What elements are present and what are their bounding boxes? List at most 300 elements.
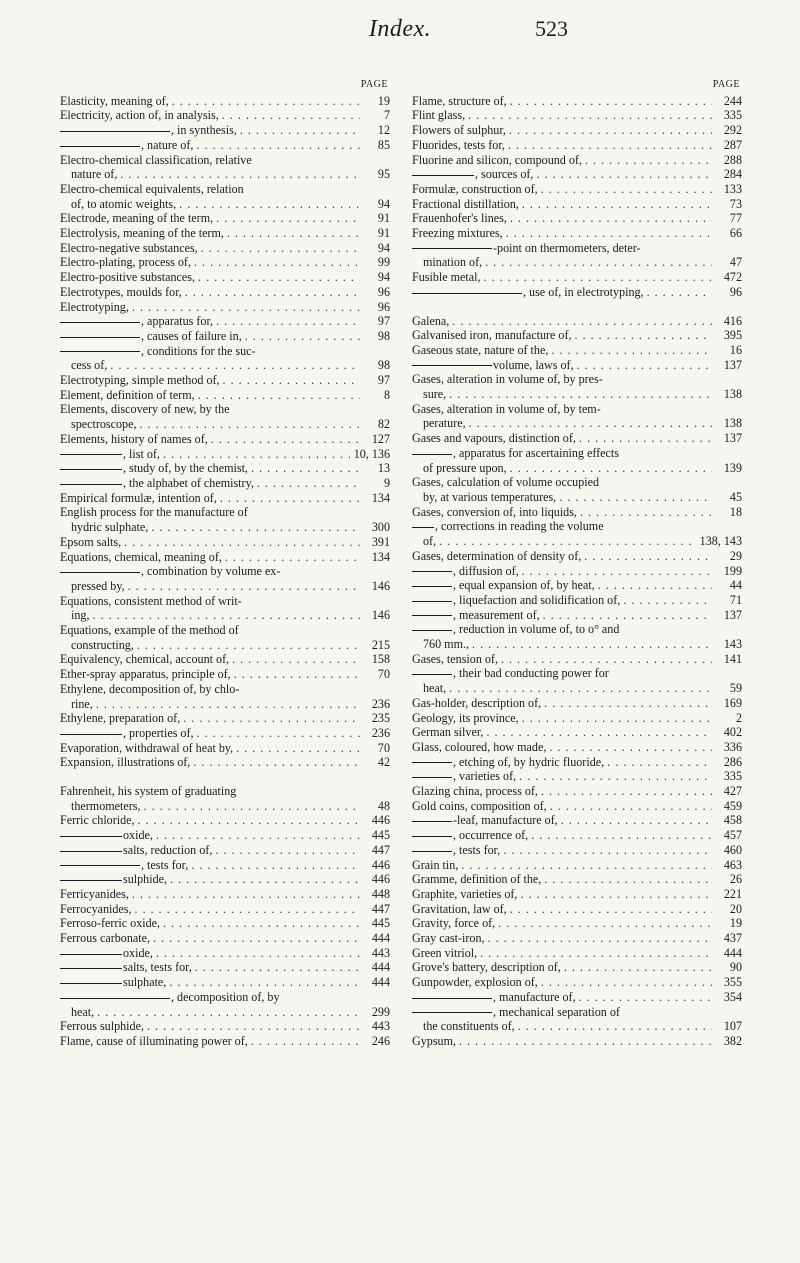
index-entry [60, 711, 390, 726]
page-ref: 416 [723, 313, 742, 328]
index-entry [60, 990, 390, 1005]
index-entry [412, 1034, 742, 1049]
index-entry [412, 946, 742, 961]
index-entry [412, 358, 742, 373]
dot-leader [254, 476, 360, 491]
entry-text: by, at various temperatures, [423, 489, 557, 504]
index-entry [60, 741, 390, 756]
entry-text: , conditions for the suc- [141, 343, 256, 358]
entry-text-wrap [412, 843, 500, 858]
entry-text-wrap [412, 241, 641, 256]
index-entry [60, 931, 390, 946]
index-entry [412, 843, 742, 858]
page-ref: 138, 143 [699, 534, 742, 549]
dot-leader [556, 490, 712, 505]
entry-text-wrap [412, 578, 595, 593]
entry-text: Fahrenheit, his system of graduating [60, 784, 237, 799]
entry-text: , diffusion of, [453, 563, 519, 578]
index-entry [60, 432, 390, 447]
entry-text-wrap [412, 153, 582, 168]
ditto-rule [60, 454, 122, 455]
page-ref: 44 [729, 578, 742, 593]
dot-leader [481, 270, 712, 285]
index-entry [60, 241, 390, 256]
index-entry-continuation [60, 358, 390, 373]
page-ref: 355 [723, 975, 742, 990]
index-entry [412, 1005, 742, 1020]
page-ref: 137 [723, 357, 742, 372]
index-entry [60, 784, 390, 799]
entry-text-wrap [412, 887, 517, 902]
page-ref: 459 [723, 798, 742, 813]
page-ref: 12 [377, 123, 390, 138]
entry-text-wrap [412, 784, 538, 799]
dot-leader [469, 637, 712, 652]
page-ref: 29 [729, 548, 742, 563]
entry-text: Galvanised iron, manufacture of, [412, 328, 572, 343]
index-entry [412, 197, 742, 212]
index-entry [60, 1019, 390, 1034]
index-entry [412, 828, 742, 843]
dot-leader [558, 813, 712, 828]
dot-leader [194, 726, 360, 741]
page-ref: 42 [377, 755, 390, 770]
entry-text-wrap [60, 623, 239, 638]
entry-text-wrap [60, 858, 188, 873]
page-ref: 73 [729, 196, 742, 211]
index-entry-continuation [60, 608, 390, 623]
entry-text: Empirical formulæ, intention of, [60, 490, 217, 505]
dot-leader [507, 94, 712, 109]
entry-text: constructing, [71, 637, 134, 652]
page-ref: 382 [723, 1034, 742, 1048]
index-entry [412, 931, 742, 946]
entry-text-wrap [60, 520, 148, 535]
dot-leader [153, 828, 360, 843]
dot-leader [213, 211, 360, 226]
page-ref: 146 [371, 578, 390, 593]
page-ref: 143 [723, 637, 742, 652]
entry-text-wrap [412, 960, 561, 975]
index-entry [412, 549, 742, 564]
entry-text-wrap [60, 638, 134, 653]
dot-leader [208, 432, 360, 447]
index-entry [412, 872, 742, 887]
entry-text: Gravity, force of, [412, 916, 496, 931]
entry-text: Fractional distillation, [412, 196, 519, 211]
entry-text-wrap [412, 681, 446, 696]
index-entry [412, 211, 742, 226]
entry-text: pressed by, [71, 578, 125, 593]
entry-text: , the alphabet of chemistry, [123, 475, 254, 490]
entry-text-wrap [412, 799, 547, 814]
entry-text: Electro-positive substances, [60, 270, 196, 285]
dot-leader [213, 314, 360, 329]
index-entry [60, 402, 390, 417]
index-entry-continuation [412, 637, 742, 652]
page-ref: 77 [729, 211, 742, 226]
entry-text: the constituents of, [423, 1019, 515, 1034]
page-ref: 96 [377, 299, 390, 314]
entry-text: Flint glass, [412, 108, 466, 123]
page-ref: 395 [723, 328, 742, 343]
index-entry [412, 784, 742, 799]
entry-text-wrap [60, 138, 193, 153]
dot-leader [519, 197, 712, 212]
entry-text-wrap [60, 697, 93, 712]
entry-text: Gaseous state, nature of the, [412, 342, 549, 357]
entry-text-wrap [412, 446, 619, 461]
entry-text: Epsom salts, [60, 534, 122, 549]
entry-text-wrap [412, 270, 481, 285]
entry-text-wrap [412, 490, 556, 505]
entry-text: Gases, alteration in volume of, by pres- [412, 372, 603, 387]
entry-text-wrap [412, 123, 506, 138]
index-entry [412, 902, 742, 917]
page-ref: 244 [723, 93, 742, 108]
index-entry [60, 226, 390, 241]
dot-leader [248, 461, 360, 476]
index-entry [60, 535, 390, 550]
entry-text: Electro-negative substances, [60, 240, 198, 255]
index-entry [412, 167, 742, 182]
entry-text-wrap [60, 682, 239, 697]
entry-text: Fluorine and silicon, compound of, [412, 152, 582, 167]
dot-leader [129, 300, 360, 315]
page-ref: 444 [723, 945, 742, 960]
index-entry [60, 813, 390, 828]
dot-leader [222, 550, 360, 565]
ditto-rule [412, 175, 474, 176]
entry-text: Element, definition of term, [60, 387, 195, 402]
index-entry [412, 270, 742, 285]
ditto-rule [412, 851, 452, 852]
entry-text: Ferrocyanides, [60, 901, 132, 916]
entry-text: Glazing china, process of, [412, 784, 538, 799]
entry-text: Evaporation, withdrawal of heat by, [60, 740, 234, 755]
dot-leader [195, 388, 360, 403]
entry-text: Equations, example of the method of [60, 623, 239, 638]
entry-text: , nature of, [141, 137, 194, 152]
index-entry [412, 564, 742, 579]
page-header [0, 0, 800, 60]
page-ref: 91 [377, 226, 390, 241]
index-entry [412, 446, 742, 461]
ditto-rule [412, 821, 452, 822]
entry-text-wrap [60, 461, 248, 476]
page-ref: 447 [371, 842, 390, 857]
dot-leader [515, 1019, 712, 1034]
entry-text: perature, [423, 416, 466, 431]
entry-text: Gases, tension of, [412, 651, 498, 666]
entry-text-wrap [412, 608, 540, 623]
dot-leader [237, 123, 360, 138]
ditto-rule [60, 851, 122, 852]
page-ref: 85 [377, 137, 390, 152]
dot-leader [107, 358, 360, 373]
page-ref: 391 [371, 534, 390, 549]
entry-text: Geology, its province, [412, 710, 519, 725]
page-ref: 427 [723, 784, 742, 799]
page-number: 523 [535, 16, 568, 41]
entry-text-wrap [412, 167, 533, 182]
entry-text-wrap [60, 417, 136, 432]
entry-text: Equations, consistent method of writ- [60, 593, 242, 608]
index-entry-continuation [60, 799, 390, 814]
ditto-rule [412, 601, 452, 602]
ditto-rule [60, 983, 122, 984]
page-ref: 354 [723, 989, 742, 1004]
entry-text-wrap [60, 329, 242, 344]
entry-text: Gypsum, [412, 1034, 457, 1048]
entry-text-wrap [412, 1034, 456, 1049]
entry-text: Gunpowder, explosion of, [412, 975, 538, 990]
entry-text-wrap [60, 285, 182, 300]
index-entry [412, 916, 742, 931]
dot-leader [541, 696, 712, 711]
index-entry [412, 593, 742, 608]
page-ref: 133 [723, 181, 742, 196]
entry-text: Equations, chemical, meaning of, [60, 549, 222, 564]
index-entry [60, 285, 390, 300]
index-entry [412, 608, 742, 623]
entry-text-wrap [60, 960, 192, 975]
entry-text-wrap [60, 182, 244, 197]
ditto-rule [60, 572, 140, 573]
entry-text-wrap [60, 300, 129, 315]
entry-text: , list of, [123, 446, 160, 461]
index-entry [60, 887, 390, 902]
entry-text-wrap [60, 931, 150, 946]
dot-leader [540, 608, 712, 623]
entry-text: , reduction in volume of, to o° and [453, 622, 620, 637]
ditto-rule [60, 880, 122, 881]
dot-leader [498, 652, 712, 667]
entry-text-wrap [60, 550, 222, 565]
entry-text-wrap [60, 887, 129, 902]
dot-leader [541, 872, 712, 887]
index-entry-continuation [60, 520, 390, 535]
page-ref: 141 [723, 651, 742, 666]
index-entry-continuation [60, 167, 390, 182]
page-ref: 91 [377, 211, 390, 226]
dot-leader [436, 534, 696, 549]
page-ref: 335 [723, 769, 742, 784]
entry-text: , manufacture of, [493, 989, 576, 1004]
dot-leader [483, 725, 712, 740]
page-ref: 444 [371, 931, 390, 946]
ditto-rule [60, 954, 122, 955]
entry-text: ing, [71, 608, 90, 623]
entry-text: Flowers of sulphur, [412, 123, 506, 138]
entry-text: Expansion, illustrations of, [60, 755, 191, 770]
dot-leader [506, 123, 712, 138]
entry-text: , equal expansion of, by heat, [453, 578, 595, 593]
dot-leader [176, 197, 360, 212]
index-entry [60, 916, 390, 931]
dot-leader [144, 1019, 360, 1034]
dot-leader [193, 138, 360, 153]
dot-leader [449, 314, 712, 329]
entry-text-wrap [60, 505, 248, 520]
entry-text-wrap [412, 946, 477, 961]
ditto-rule [412, 630, 452, 631]
entry-text-wrap [60, 197, 176, 212]
dot-leader [217, 491, 360, 506]
index-entry [60, 447, 390, 462]
index-entry-continuation [412, 490, 742, 505]
entry-text: Green vitriol, [412, 945, 478, 960]
page-ref: 94 [377, 196, 390, 211]
page-ref: 9 [383, 475, 390, 490]
index-entry [60, 153, 390, 168]
entry-text: Fusible metal, [412, 270, 481, 285]
entry-text: mination of, [423, 255, 483, 270]
entry-text-wrap [412, 461, 507, 476]
entry-text-wrap [60, 447, 160, 462]
dot-leader [507, 461, 712, 476]
index-entry [412, 153, 742, 168]
index-entry-continuation [412, 387, 742, 402]
index-entry [60, 726, 390, 741]
ditto-rule [412, 293, 522, 294]
ditto-rule [60, 337, 140, 338]
entry-text: Ferric chloride, [60, 813, 135, 828]
page-ref: 71 [729, 592, 742, 607]
entry-text-wrap [412, 255, 482, 270]
entry-text: heat, [423, 681, 447, 696]
index-entry [412, 740, 742, 755]
dot-leader [198, 241, 360, 256]
dot-leader [574, 358, 712, 373]
entry-text: salts, tests for, [123, 960, 192, 975]
entry-text-wrap [412, 652, 498, 667]
page-ref: 96 [377, 284, 390, 299]
dot-leader [533, 167, 712, 182]
page-ref: 96 [729, 284, 742, 299]
index-entry-continuation [412, 255, 742, 270]
page-ref: 137 [723, 431, 742, 446]
ditto-rule [412, 674, 452, 675]
dot-leader [446, 681, 712, 696]
entry-text-wrap [60, 902, 132, 917]
entry-text-wrap [60, 1019, 144, 1034]
page-ref: 236 [371, 725, 390, 740]
index-entry [60, 182, 390, 197]
entry-text-wrap [412, 108, 465, 123]
page-ref: 94 [377, 240, 390, 255]
ditto-rule [60, 322, 140, 323]
page-ref: 448 [371, 886, 390, 901]
entry-text-wrap [412, 358, 574, 373]
dot-leader [153, 946, 360, 961]
index-entry-continuation [412, 534, 742, 549]
entry-text: Graphite, varieties of, [412, 886, 518, 901]
dot-leader [242, 329, 360, 344]
ditto-rule [60, 484, 122, 485]
dot-leader [507, 902, 712, 917]
entry-text-wrap [60, 652, 229, 667]
ditto-rule [412, 365, 492, 366]
dot-leader [507, 211, 712, 226]
entry-text: Gold coins, composition of, [412, 798, 547, 813]
dot-leader [456, 1034, 712, 1049]
index-entry [60, 902, 390, 917]
dot-leader [538, 182, 712, 197]
index-entry [60, 682, 390, 697]
column-page-heading: PAGE [712, 79, 740, 90]
dot-leader [150, 931, 360, 946]
dot-leader [466, 416, 712, 431]
dot-leader [169, 94, 360, 109]
dot-leader [505, 138, 712, 153]
entry-text: , sources of, [475, 167, 534, 182]
index-entry [60, 344, 390, 359]
index-entry [412, 519, 742, 534]
page-ref: 446 [371, 857, 390, 872]
entry-text-wrap [412, 416, 466, 431]
entry-text-wrap [60, 990, 280, 1005]
entry-text: Gases, calculation of volume occupied [412, 475, 600, 490]
page-ref: 236 [371, 696, 390, 711]
dot-leader [121, 535, 360, 550]
entry-text-wrap [60, 535, 121, 550]
entry-text: Electro-chemical equivalents, relation [60, 181, 244, 196]
entry-text: Ferrous carbonate, [60, 931, 150, 946]
ditto-rule [412, 1012, 492, 1013]
page-ref: 98 [377, 328, 390, 343]
entry-text-wrap [412, 975, 538, 990]
entry-text-wrap [412, 402, 601, 417]
index-entry [60, 373, 390, 388]
entry-text: sulphate, [123, 975, 167, 990]
index-entry [412, 372, 742, 387]
entry-text-wrap [412, 711, 519, 726]
running-title: Index. [368, 16, 432, 42]
dot-leader [160, 916, 360, 931]
entry-text-wrap [412, 343, 548, 358]
entry-text: Ferrous sulphide, [60, 1019, 144, 1034]
index-entry [412, 858, 742, 873]
dot-leader [188, 858, 360, 873]
entry-text-wrap [60, 344, 256, 359]
entry-text: of, [423, 534, 437, 549]
entry-text-wrap [60, 1034, 248, 1049]
page-ref: 82 [377, 417, 390, 432]
index-entry-continuation [412, 461, 742, 476]
entry-text-wrap [60, 226, 224, 241]
index-column-left [60, 78, 390, 1049]
index-entry [412, 887, 742, 902]
page-ref: 134 [371, 549, 390, 564]
entry-text: , combination by volume ex- [141, 564, 281, 579]
index-entry [412, 241, 742, 256]
entry-text: , corrections in reading the volume [435, 519, 604, 534]
dot-leader [148, 520, 360, 535]
page-ref: 335 [723, 108, 742, 123]
dot-leader [180, 711, 360, 726]
entry-text-wrap [412, 534, 436, 549]
index-entry [60, 843, 390, 858]
entry-text-wrap [412, 916, 495, 931]
page-ref: 447 [371, 901, 390, 916]
entry-text-wrap [60, 388, 195, 403]
entry-text-wrap [60, 564, 280, 579]
index-entry [412, 94, 742, 109]
page-ref: 16 [729, 342, 742, 357]
entry-text: , etching of, by hydric fluoride, [453, 754, 605, 769]
entry-text-wrap [60, 828, 153, 843]
